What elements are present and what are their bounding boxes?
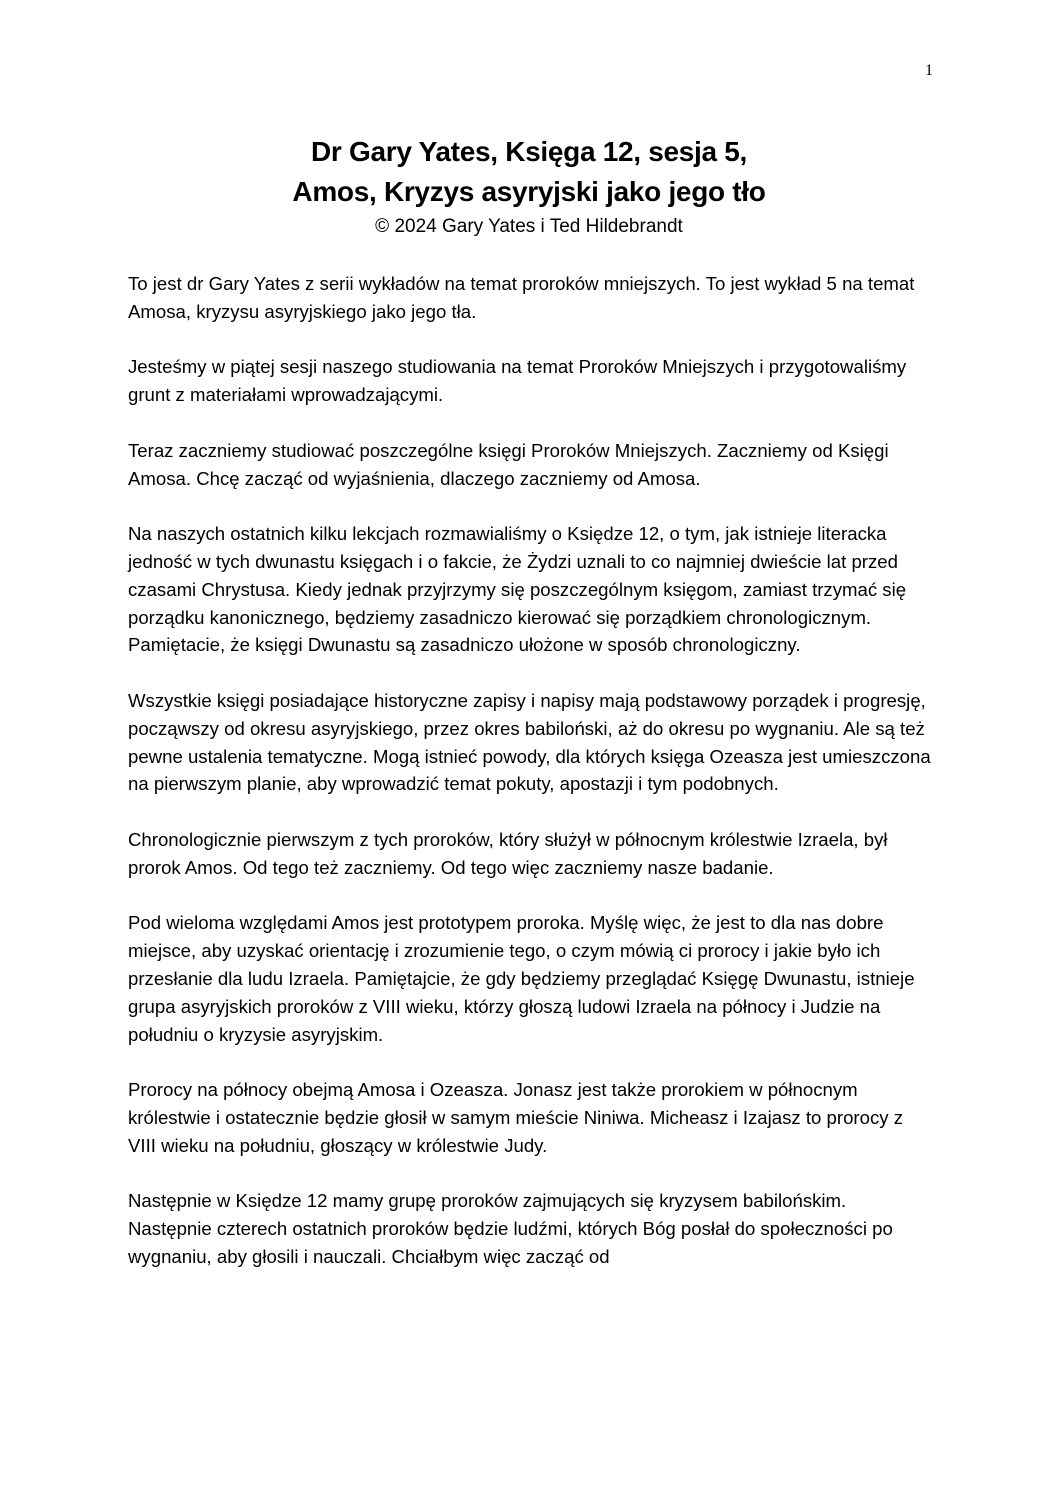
paragraph-3: Teraz zaczniemy studiować poszczególne księgi Proroków Mniejszych. Zaczniemy od Księgi Amosa. Chcę zacząć od wyjaśnienia, dlaczego zaczniemy od Amosa.	[128, 439, 889, 489]
document-title-line-1: Dr Gary Yates, Księga 12, sesja 5,	[310, 136, 748, 167]
copyright-notice: © 2024 Gary Yates i Ted Hildebrandt	[375, 216, 683, 237]
paragraph-9: Następnie w Księdze 12 mamy grupę proroków zajmujących się kryzysem babilońskim. Następnie czterech ostatnich proroków będzie ludźmi, których Bóg posłał do społeczności po wygnaniu, aby głosili i nauczali. Chciałbym więc zacząć od	[128, 1190, 893, 1267]
page-number: 1	[925, 62, 933, 79]
title-block	[0, 132, 1058, 240]
paragraph-1: To jest dr Gary Yates z serii wykładów na temat proroków mniejszych. To jest wykład 5 na temat Amosa, kryzysu asyryjskiego jako jego tła.	[128, 273, 915, 322]
paragraph-8: Prorocy na północy obejmą Amosa i Ozeasza. Jonasz jest także prorokiem w północnym królestwie i ostatecznie będzie głosił w samym mieście Niniwa. Micheasz i Izajasz to prorocy z VIII wieku na południu, głoszący w królestwie Judy.	[128, 1079, 904, 1156]
paragraph-4: Na naszych ostatnich kilku lekcjach rozmawialiśmy o Księdze 12, o tym, jak istnieje literacka jedność w tych dwunastu księgach i o fakcie, że Żydzi uznali to co najmniej dwieście lat przed czasami Chrystusa. Kiedy jednak przyjrzymy się poszczególnym księgom, zamiast trzymać się porządku kanonicznego, będziemy zasadniczo kierować się porządkiem chronologicznym. Pamiętacie, że księgi Dwunastu są zasadniczo ułożone w sposób chronologiczny.	[128, 523, 907, 656]
paragraph-5: Wszystkie księgi posiadające historyczne zapisy i napisy mają podstawowy porządek i progresję, począwszy od okresu asyryjskiego, przez okres babiloński, aż do okresu po wygnaniu. Ale są też pewne ustalenia tematyczne. Mogą istnieć powody, dla których księga Ozeasza jest umieszczona na pierwszym planie, aby wprowadzić temat pokuty, apostazji i tym podobnych.	[128, 689, 931, 795]
paragraph-2: Jesteśmy w piątej sesji naszego studiowania na temat Proroków Mniejszych i przygotowaliśmy grunt z materiałami wprowadzającymi.	[128, 356, 907, 406]
paragraph-6: Chronologicznie pierwszym z tych proroków, który służył w północnym królestwie Izraela, był prorok Amos. Od tego też zaczniemy. Od tego więc zaczniemy nasze badanie.	[128, 828, 888, 878]
document-body	[128, 270, 934, 1298]
document-title-line-2: Amos, Kryzys asyryjski jako jego tło	[292, 176, 766, 207]
paragraph-7: Pod wieloma względami Amos jest prototypem proroka. Myślę więc, że jest to dla nas dobre miejsce, aby uzyskać orientację i zrozumienie tego, o czym mówią ci prorocy i jakie było ich przesłanie dla ludu Izraela. Pamiętajcie, że gdy będziemy przeglądać Księgę Dwunastu, istnieje grupa asyryjskich proroków z VIII wieku, którzy głoszą ludowi Izraela na północy i Judzie na południu o kryzysie asyryjskim.	[128, 912, 915, 1045]
